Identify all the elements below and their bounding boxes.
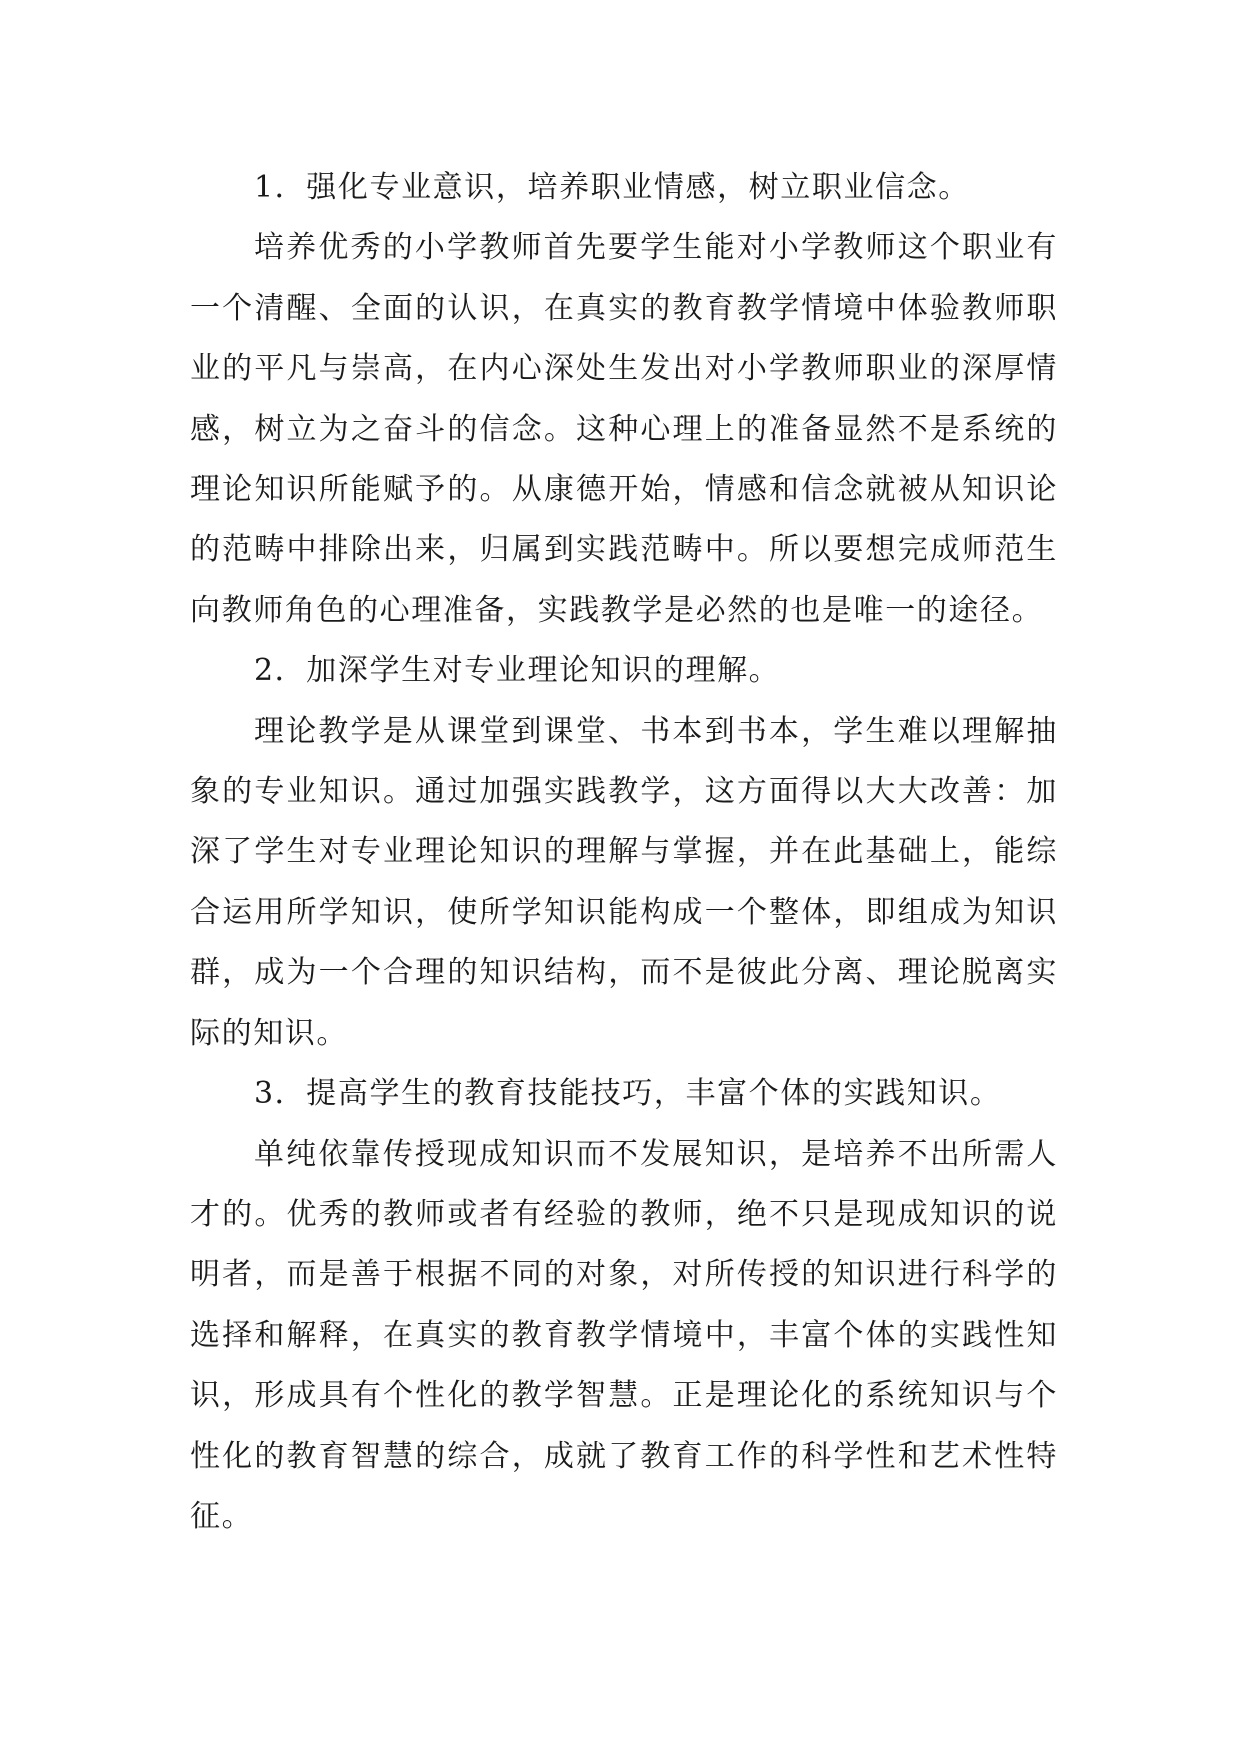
section-paragraph-1: 培养优秀的小学教师首先要学生能对小学教师这个职业有一个清醒、全面的认识，在真实的教育教学情境中体验教师职业的平凡与崇高，在内心深处生发出对小学教师职业的深厚情感，树立为之奋斗的信念。这种心理上的准备显然不是系统的理论知识所能赋予的。从康德开始，情感和信念就被从知识论的范畴中排除出来，归属到实践范畴中。所以要想完成师范生向教师角色的心理准备，实践教学是必然的也是唯一的途径。 [190,230,1058,628]
section-paragraph-2: 理论教学是从课堂到课堂、书本到书本，学生难以理解抽象的专业知识。通过加强实践教学，这方面得以大大改善：加深了学生对专业理论知识的理解与掌握，并在此基础上，能综合运用所学知识，使所学知识能构成一个整体，即组成为知识群，成为一个合理的知识结构，而不是彼此分离、理论脱离实际的知识。 [190,713,1058,1051]
section-paragraph-3: 单纯依靠传授现成知识而不发展知识，是培养不出所需人才的。优秀的教师或者有经验的教师，绝不只是现成知识的说明者，而是善于根据不同的对象，对所传授的知识进行科学的选择和解释，在真实的教育教学情境中，丰富个体的实践性知识，形成具有个性化的教学智慧。正是理论化的系统知识与个性化的教育智慧的综合，成就了教育工作的科学性和艺术性特征。 [190,1136,1058,1534]
section-heading-3: 3．提高学生的教育技能技巧，丰富个体的实践知识。 [254,1076,1002,1112]
section-heading-2: 2．加深学生对专业理论知识的理解。 [254,653,781,689]
document-body [190,158,1058,1547]
section-heading-1: 1．强化专业意识，培养职业情感，树立职业信念。 [254,170,970,205]
